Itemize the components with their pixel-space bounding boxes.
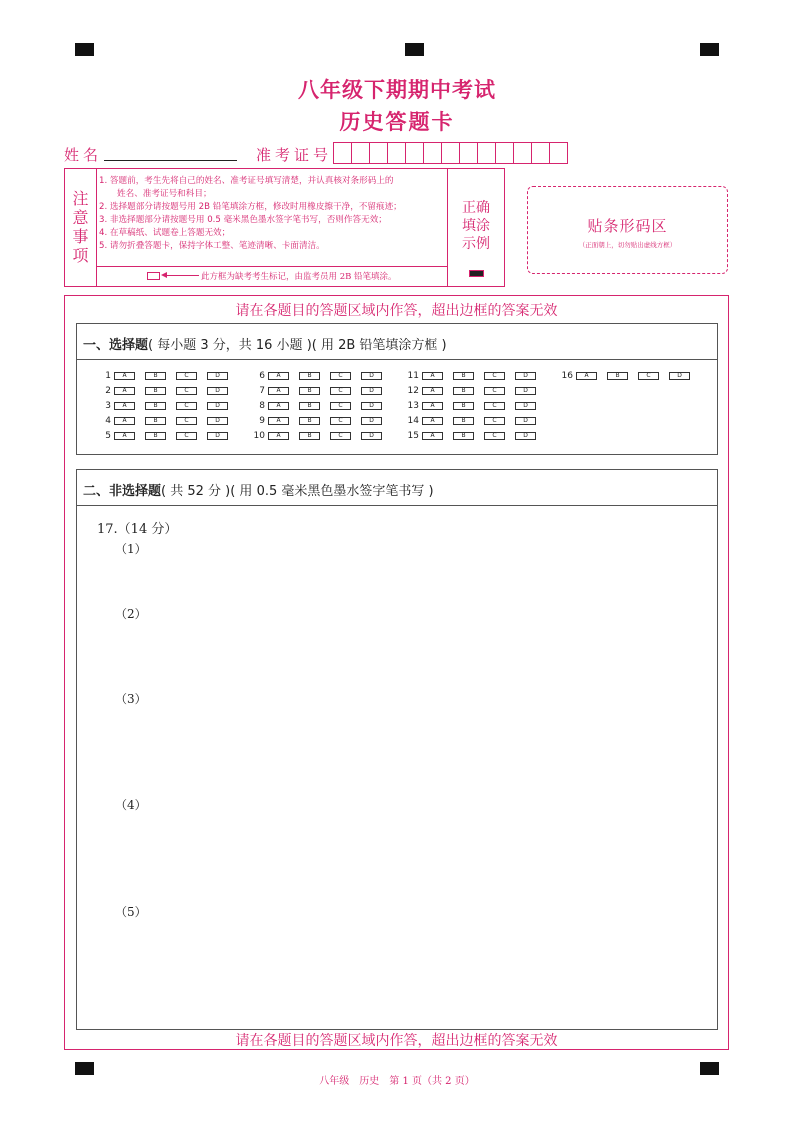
question-number: 9 — [259, 415, 265, 426]
choice-option-c[interactable]: C — [176, 402, 197, 410]
alignment-marker — [700, 43, 719, 56]
alignment-marker — [405, 43, 424, 56]
section2-title: 二、非选择题 — [83, 484, 162, 499]
choice-row — [251, 428, 392, 443]
name-field[interactable] — [104, 160, 237, 161]
choice-option-c[interactable]: C — [330, 432, 351, 440]
ticket-digit-cell[interactable] — [549, 142, 568, 164]
choice-row — [251, 398, 392, 413]
free-response-section — [76, 469, 718, 1030]
choice-row — [97, 383, 238, 398]
answer-part-1[interactable]: （1） — [115, 542, 147, 556]
instructions-list — [99, 175, 449, 253]
choice-option-b[interactable]: B — [453, 372, 474, 380]
choice-row — [405, 368, 546, 383]
section1-title: 一、选择题 — [83, 338, 149, 353]
ticket-digit-cell[interactable] — [369, 142, 388, 164]
choice-option-b[interactable]: B — [607, 372, 628, 380]
ticket-digit-cell[interactable] — [333, 142, 352, 164]
choice-option-b[interactable]: B — [145, 387, 166, 395]
choice-option-a[interactable]: A — [268, 402, 289, 410]
choice-option-d[interactable]: D — [515, 372, 536, 380]
choice-option-c[interactable]: C — [484, 432, 505, 440]
choice-option-b[interactable]: B — [299, 402, 320, 410]
choice-row — [251, 368, 392, 383]
choice-row — [405, 398, 546, 413]
question-number: 3 — [105, 400, 111, 411]
choice-option-d[interactable]: D — [515, 432, 536, 440]
page-footer: 八年级 历史 第 1 页（共 2 页） — [319, 1076, 475, 1087]
choice-option-a[interactable]: A — [268, 432, 289, 440]
question-number: 12 — [407, 385, 419, 396]
choice-option-d[interactable]: D — [207, 432, 228, 440]
choice-option-d[interactable]: D — [515, 402, 536, 410]
choice-option-a[interactable]: A — [114, 387, 135, 395]
choice-row — [97, 428, 238, 443]
choice-option-d[interactable]: D — [361, 372, 382, 380]
choice-option-d[interactable]: D — [361, 432, 382, 440]
filled-box-example — [469, 270, 484, 277]
choice-option-c[interactable]: C — [484, 417, 505, 425]
choice-option-a[interactable]: A — [114, 402, 135, 410]
choice-option-a[interactable]: A — [114, 372, 135, 380]
instruction-item: 1. 答题前，考生先将自己的姓名、准考证号填写清楚，并认真核对条形码上的 — [99, 176, 394, 186]
exam-subtitle: 历史答题卡 — [339, 110, 455, 134]
choice-option-a[interactable]: A — [422, 372, 443, 380]
choice-option-c[interactable]: C — [484, 387, 505, 395]
choice-row — [97, 398, 238, 413]
ticket-digit-cell[interactable] — [513, 142, 532, 164]
choice-option-a[interactable]: A — [422, 402, 443, 410]
choice-option-b[interactable]: B — [145, 417, 166, 425]
choice-row — [405, 413, 546, 428]
choice-option-d[interactable]: D — [207, 387, 228, 395]
absent-mark-row — [97, 266, 447, 286]
ticket-number-grid[interactable] — [334, 142, 568, 164]
absent-mark-box[interactable] — [147, 272, 160, 280]
question-number: 1 — [105, 370, 111, 381]
choice-option-c[interactable]: C — [176, 432, 197, 440]
name-label: 姓名 — [64, 146, 103, 164]
choice-option-c[interactable]: C — [484, 402, 505, 410]
barcode-area — [527, 186, 728, 274]
section2-detail: ( 共 52 分 )( 用 0.5 毫米黑色墨水签字笔书写 ) — [161, 484, 434, 499]
choice-option-b[interactable]: B — [299, 372, 320, 380]
question-number: 4 — [105, 415, 111, 426]
choice-option-a[interactable]: A — [422, 417, 443, 425]
choice-option-b[interactable]: B — [453, 417, 474, 425]
answer-part-2[interactable]: （2） — [115, 607, 147, 621]
instruction-item: 3. 非选择题部分请按题号用 0.5 毫米黑色墨水签字笔书写，否则作答无效； — [99, 215, 387, 225]
ticket-digit-cell[interactable] — [405, 142, 424, 164]
choice-option-b[interactable]: B — [299, 417, 320, 425]
choice-option-b[interactable]: B — [299, 387, 320, 395]
section1-heading — [77, 324, 717, 360]
question-number: 5 — [105, 430, 111, 441]
ticket-digit-cell[interactable] — [351, 142, 370, 164]
choice-option-a[interactable]: A — [422, 432, 443, 440]
barcode-title: 贴条形码区 — [587, 217, 668, 235]
answer-part-5[interactable]: （5） — [115, 905, 147, 919]
choice-option-b[interactable]: B — [145, 372, 166, 380]
instructions-label: 注 意 事 项 — [65, 169, 97, 286]
barcode-note: （正面朝上，切勿贴出虚线方框） — [578, 241, 677, 249]
ticket-digit-cell[interactable] — [423, 142, 442, 164]
arrow-left-icon — [163, 275, 199, 276]
choice-option-c[interactable]: C — [176, 417, 197, 425]
choice-option-a[interactable]: A — [576, 372, 597, 380]
instruction-item: 5. 请勿折叠答题卡，保持字体工整、笔迹清晰、卡面清洁。 — [99, 241, 325, 251]
choice-option-c[interactable]: C — [176, 372, 197, 380]
choice-option-c[interactable]: C — [484, 372, 505, 380]
question-number: 14 — [407, 415, 419, 426]
choice-option-c[interactable]: C — [330, 417, 351, 425]
choice-option-b[interactable]: B — [145, 402, 166, 410]
choice-option-a[interactable]: A — [268, 387, 289, 395]
ticket-digit-cell[interactable] — [477, 142, 496, 164]
choice-option-b[interactable]: B — [299, 432, 320, 440]
choice-column — [559, 368, 700, 383]
question-number: 10 — [253, 430, 265, 441]
question-number: 13 — [407, 400, 419, 411]
question-number: 15 — [407, 430, 419, 441]
question-number: 11 — [407, 370, 419, 381]
fill-example — [447, 169, 504, 286]
choice-option-c[interactable]: C — [330, 402, 351, 410]
choice-column — [405, 368, 546, 443]
ticket-digit-cell[interactable] — [441, 142, 460, 164]
question-number: 16 — [561, 370, 573, 381]
choice-option-d[interactable]: D — [361, 417, 382, 425]
choice-option-b[interactable]: B — [453, 387, 474, 395]
choice-row — [251, 383, 392, 398]
choice-option-a[interactable]: A — [114, 417, 135, 425]
answer-part-4[interactable]: （4） — [115, 798, 147, 812]
choice-column — [97, 368, 238, 443]
question-number: 2 — [105, 385, 111, 396]
answer-area — [64, 295, 729, 1050]
choice-option-c[interactable]: C — [330, 372, 351, 380]
question-17-title: 17.（14 分） — [97, 522, 178, 537]
section2-heading — [77, 470, 717, 506]
exam-title: 八年级下期期中考试 — [298, 78, 496, 102]
ticket-digit-cell[interactable] — [495, 142, 514, 164]
choice-option-d[interactable]: D — [669, 372, 690, 380]
choice-option-d[interactable]: D — [361, 387, 382, 395]
choice-option-d[interactable]: D — [515, 417, 536, 425]
choice-row — [97, 368, 238, 383]
choice-column — [251, 368, 392, 443]
choice-option-d[interactable]: D — [361, 402, 382, 410]
question-number: 6 — [259, 370, 265, 381]
question-number: 8 — [259, 400, 265, 411]
choice-option-c[interactable]: C — [638, 372, 659, 380]
candidate-info-row — [64, 142, 604, 164]
ticket-digit-cell[interactable] — [387, 142, 406, 164]
ticket-digit-cell[interactable] — [531, 142, 550, 164]
choice-option-a[interactable]: A — [268, 372, 289, 380]
choice-option-a[interactable]: A — [422, 387, 443, 395]
instruction-item: 姓名、准考证号和科目； — [117, 189, 212, 199]
choice-row — [559, 368, 700, 383]
choice-row — [251, 413, 392, 428]
choice-row — [405, 428, 546, 443]
instructions-box — [64, 168, 505, 287]
choice-option-d[interactable]: D — [207, 402, 228, 410]
alignment-marker — [75, 43, 94, 56]
section1-detail: ( 每小题 3 分，共 16 小题 )( 用 2B 铅笔填涂方框 ) — [148, 338, 447, 353]
choice-option-c[interactable]: C — [330, 387, 351, 395]
choice-option-d[interactable]: D — [515, 387, 536, 395]
absent-mark-note: 此方框为缺考考生标记，由监考员用 2B 铅笔填涂。 — [201, 272, 397, 282]
warning-bottom: 请在各题目的答题区域内作答，超出边框的答案无效 — [235, 1033, 558, 1049]
answer-part-3[interactable]: （3） — [115, 692, 147, 706]
choice-row — [405, 383, 546, 398]
choice-option-b[interactable]: B — [145, 432, 166, 440]
fill-example-label: 正确 填涂 示例 — [462, 200, 490, 252]
instruction-item: 2. 选择题部分请按题号用 2B 铅笔填涂方框，修改时用橡皮擦干净，不留痕迹； — [99, 202, 402, 212]
choice-option-b[interactable]: B — [453, 432, 474, 440]
choice-option-b[interactable]: B — [453, 402, 474, 410]
choice-option-d[interactable]: D — [207, 417, 228, 425]
choice-option-a[interactable]: A — [268, 417, 289, 425]
ticket-digit-cell[interactable] — [459, 142, 478, 164]
choice-option-c[interactable]: C — [176, 387, 197, 395]
warning-top: 请在各题目的答题区域内作答，超出边框的答案无效 — [235, 303, 558, 319]
instruction-item: 4. 在草稿纸、试题卷上答题无效； — [99, 228, 231, 238]
question-number: 7 — [259, 385, 265, 396]
multiple-choice-section — [76, 323, 718, 455]
choice-option-a[interactable]: A — [114, 432, 135, 440]
choice-option-d[interactable]: D — [207, 372, 228, 380]
choice-row — [97, 413, 238, 428]
ticket-number-label: 准考证号 — [256, 146, 333, 164]
